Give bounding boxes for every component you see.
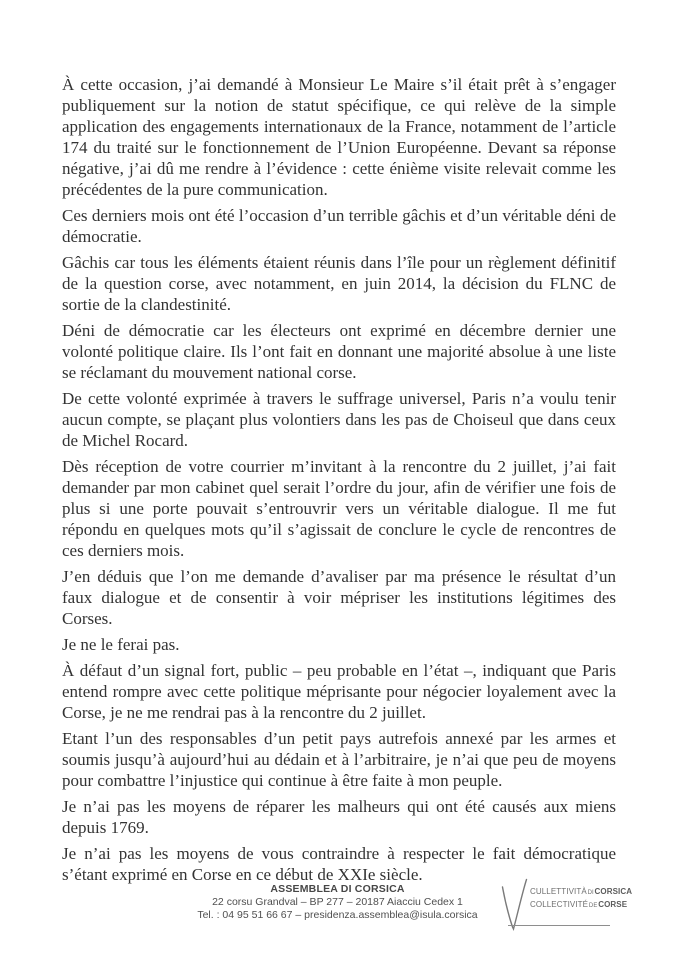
collectivite-de-corse-logo bbox=[500, 874, 633, 936]
letter-paragraph: Je ne le ferai pas. bbox=[62, 635, 180, 654]
logo-word-bold: CORSE bbox=[598, 900, 628, 909]
logo-word-small: DI bbox=[587, 890, 594, 896]
letter-paragraph: Déni de démocratie car les électeurs ont exprimé en décembre dernier une volonté politique claire. Ils l’ont fait en donnant une majorité absolue à une liste se réclamant du mouvement national corse. bbox=[62, 321, 616, 382]
letter-paragraph: Je n’ai pas les moyens de vous contraindre à respecter le fait démocratique s’étant exprimé en Corse en ce début de XXIe siècle. bbox=[62, 844, 616, 884]
letter-paragraph: Ces derniers mois ont été l’occasion d’un terrible gâchis et d’un véritable déni de démocratie. bbox=[62, 206, 616, 246]
footer-contact: Tel. : 04 95 51 66 67 – presidenza.assemblea@isula.corsica bbox=[197, 909, 478, 921]
letter-paragraph: J’en déduis que l’on me demande d’avaliser par ma présence le résultat d’un faux dialogue et de consentir à voir mépriser les institutions légitimes des Corses. bbox=[62, 567, 616, 628]
letter-paragraph: À défaut d’un signal fort, public – peu probable en l’état –, indiquant que Paris entend rompre avec cette politique méprisante pour négocier loyalement avec la Corse, je ne me rendrai pas à la rencontre du 2 juillet. bbox=[62, 661, 616, 722]
letter-paragraph: Etant l’un des responsables d’un petit pays autrefois annexé par les armes et soumis jusqu’à aujourd’hui au dédain et à l’arbitraire, je n’ai que peu de moyens pour combattre l’injustice qui continue à être faite à mon peuple. bbox=[62, 729, 616, 790]
letter-paragraph: Gâchis car tous les éléments étaient réunis dans l’île pour un règlement définitif de la question corse, avec notamment, en juin 2014, la décision du FLNC de sortie de la clandestinité. bbox=[62, 253, 616, 314]
corsica-checkmark-icon bbox=[500, 878, 528, 932]
logo-wordmark bbox=[530, 886, 632, 912]
footer-org-name: ASSEMBLEA DI CORSICA bbox=[270, 883, 405, 895]
logo-underline bbox=[508, 925, 610, 926]
footer-address: 22 corsu Grandval – BP 277 – 20187 Aiacciu Cedex 1 bbox=[212, 896, 463, 908]
logo-word-bold: CORSICA bbox=[594, 887, 633, 896]
letter-body bbox=[62, 74, 616, 890]
letter-paragraph: De cette volonté exprimée à travers le suffrage universel, Paris n’a voulu tenir aucun compte, se plaçant plus volontiers dans les pas de Choiseul que dans ceux de Michel Rocard. bbox=[62, 389, 616, 450]
letter-paragraph: À cette occasion, j’ai demandé à Monsieur Le Maire s’il était prêt à s’engager publiquement sur la notion de statut spécifique, ce qui relève de la simple application des engagements internationaux de la France, notamment de l’article 174 du traité sur le fonctionnement de l’Union Européenne. Devant sa réponse négative, j’ai dû me rendre à l’évidence : cette énième visite relevait comme les précédentes de la pure communication. bbox=[62, 75, 616, 199]
logo-word: CULLETTIVITÀ bbox=[530, 887, 587, 896]
logo-line-corsican bbox=[530, 886, 632, 899]
letter-paragraph: Dès réception de votre courrier m’invitant à la rencontre du 2 juillet, j’ai fait demander par mon cabinet quel serait l’ordre du jour, afin de vérifier une fois de plus si une porte pouvait s’entrouvrir vers un véritable dialogue. Il me fut répondu en quelques mots qu’il s’agissait de conclure le cycle de rencontres de ces derniers mois. bbox=[62, 457, 616, 560]
logo-word-small: DE bbox=[588, 903, 598, 909]
letter-paragraph: Je n’ai pas les moyens de réparer les malheurs qui ont été causés aux miens depuis 1769. bbox=[62, 797, 616, 837]
logo-line-french bbox=[530, 899, 632, 912]
logo-word: COLLECTIVITÉ bbox=[530, 900, 589, 909]
